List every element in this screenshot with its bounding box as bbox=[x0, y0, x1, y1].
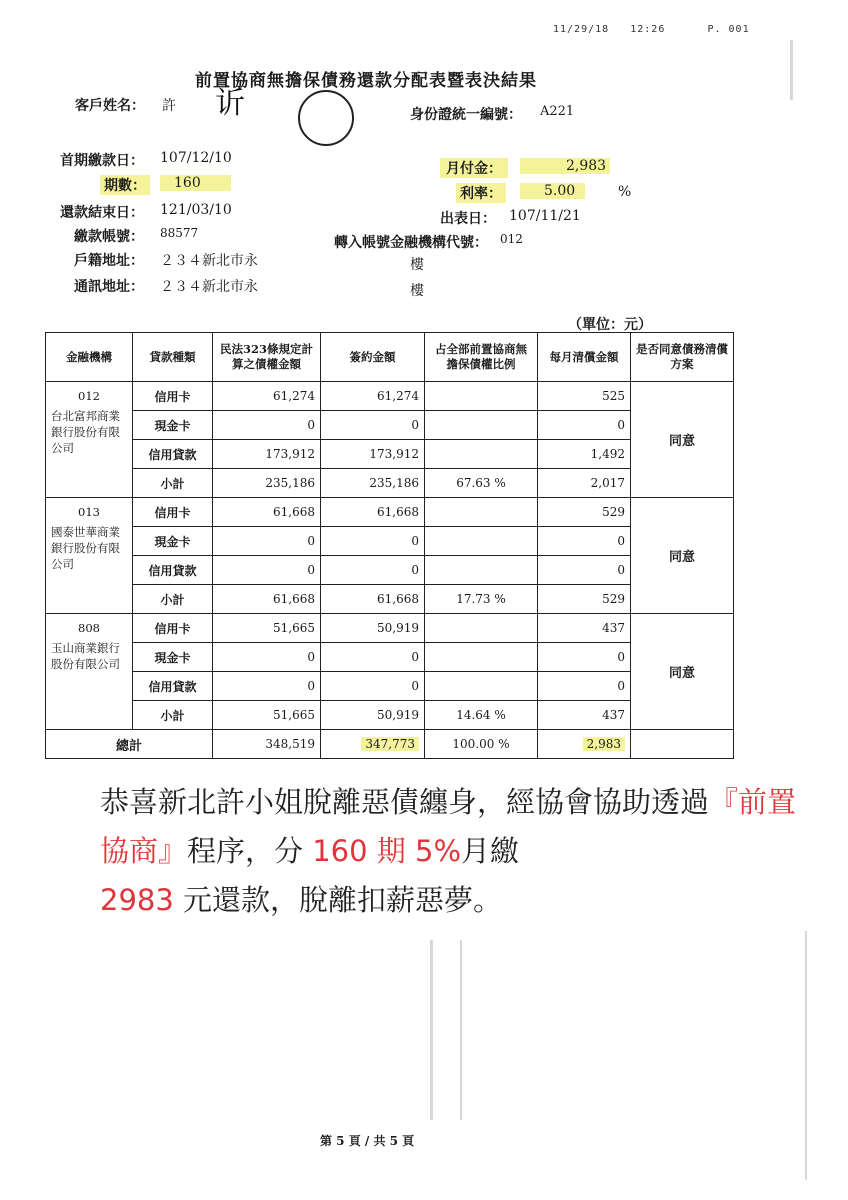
total-label: 總計 bbox=[46, 730, 213, 759]
table-row bbox=[46, 440, 734, 469]
loan-type: 現金卡 bbox=[133, 643, 213, 672]
bank-code: 012 bbox=[78, 389, 100, 403]
caption-part: 恭喜新北許小姐脫離惡債纏身，經協會協助透過 bbox=[100, 785, 710, 819]
scan-noise bbox=[460, 940, 462, 1120]
loan-type: 小計 bbox=[133, 585, 213, 614]
total-agreement-empty bbox=[631, 730, 734, 759]
monthly-amount: 1,492 bbox=[538, 440, 631, 469]
redacted-signature-mark: 䜣 bbox=[215, 86, 245, 121]
registered-address-value: ２３４新北市永 bbox=[160, 253, 258, 269]
payment-account-value: 88577 bbox=[160, 226, 199, 240]
ratio bbox=[425, 643, 538, 672]
ratio bbox=[425, 672, 538, 701]
loan-type: 信用貸款 bbox=[133, 556, 213, 585]
monthly-amount: 525 bbox=[538, 382, 631, 411]
ratio bbox=[425, 614, 538, 643]
payment-account-label: 繳款帳號： bbox=[74, 229, 144, 245]
contract-amount: 235,186 bbox=[321, 469, 425, 498]
interest-rate-value: 5.00 bbox=[520, 183, 585, 199]
issue-date-label: 出表日： bbox=[440, 211, 496, 227]
bank-code: 013 bbox=[78, 505, 100, 519]
first-payment-label: 首期繳款日： bbox=[60, 153, 144, 169]
monthly-payment-label: 月付金： bbox=[440, 158, 508, 178]
table-row bbox=[46, 411, 734, 440]
caption-part: 程序，分 bbox=[187, 834, 313, 868]
table-row-subtotal bbox=[46, 585, 734, 614]
mailing-address-value: ２３４新北市永 bbox=[160, 279, 258, 295]
header-ratio: 占全部前置協商無擔保債權比例 bbox=[425, 333, 538, 382]
header-institution: 金融機構 bbox=[46, 333, 133, 382]
contract-amount: 0 bbox=[321, 672, 425, 701]
installments-value: 160 bbox=[160, 175, 231, 191]
monthly-amount: 529 bbox=[538, 498, 631, 527]
ratio bbox=[425, 498, 538, 527]
monthly-payment-value: 2,983 bbox=[520, 158, 610, 174]
loan-type: 現金卡 bbox=[133, 527, 213, 556]
id-number-label: 身份證統一編號： bbox=[410, 107, 522, 123]
agreement-status: 同意 bbox=[631, 498, 734, 614]
table-row bbox=[46, 382, 734, 411]
total-ratio: 100.00 % bbox=[425, 730, 538, 759]
scan-noise bbox=[790, 40, 793, 100]
contract-amount: 61,274 bbox=[321, 382, 425, 411]
success-caption bbox=[92, 772, 828, 931]
loan-type: 小計 bbox=[133, 469, 213, 498]
header-agreement: 是否同意債務清償方案 bbox=[631, 333, 734, 382]
bank-name: 台北富邦商業銀行股份有限公司 bbox=[51, 409, 120, 455]
loan-type: 信用卡 bbox=[133, 614, 213, 643]
caption-part: 月繳 bbox=[461, 834, 520, 868]
contract-amount: 0 bbox=[321, 527, 425, 556]
ratio: 67.63 % bbox=[425, 469, 538, 498]
table-row bbox=[46, 498, 734, 527]
bank-name: 玉山商業銀行股份有限公司 bbox=[51, 641, 120, 671]
total-contract-amount bbox=[321, 730, 425, 759]
monthly-amount: 0 bbox=[538, 643, 631, 672]
contract-amount: 61,668 bbox=[321, 498, 425, 527]
bank-name: 國泰世華商業銀行股份有限公司 bbox=[51, 525, 120, 571]
claim-amount: 61,274 bbox=[213, 382, 321, 411]
loan-type: 信用卡 bbox=[133, 498, 213, 527]
loan-type: 信用貸款 bbox=[133, 440, 213, 469]
header-claim-amount: 民法323條規定計算之債權金額 bbox=[213, 333, 321, 382]
fax-page: P. 001 bbox=[707, 24, 750, 35]
bank-code-value: 012 bbox=[500, 232, 523, 246]
contract-amount: 173,912 bbox=[321, 440, 425, 469]
bank-code-label: 轉入帳號金融機構代號： bbox=[334, 235, 488, 251]
table-row bbox=[46, 643, 734, 672]
unit-label: （單位：元） bbox=[568, 317, 652, 333]
claim-amount: 0 bbox=[213, 643, 321, 672]
loan-type: 小計 bbox=[133, 701, 213, 730]
issue-date-value: 107/11/21 bbox=[509, 208, 581, 224]
total-monthly-amount bbox=[538, 730, 631, 759]
table-row bbox=[46, 672, 734, 701]
first-payment-value: 107/12/10 bbox=[160, 150, 232, 166]
monthly-amount: 0 bbox=[538, 411, 631, 440]
interest-rate-suffix: % bbox=[618, 184, 632, 200]
repayment-allocation-table bbox=[45, 332, 734, 759]
header-loan-type: 貸款種類 bbox=[133, 333, 213, 382]
claim-amount: 0 bbox=[213, 556, 321, 585]
contract-amount: 50,919 bbox=[321, 701, 425, 730]
total-claim-amount: 348,519 bbox=[213, 730, 321, 759]
contract-amount: 61,668 bbox=[321, 585, 425, 614]
loan-type: 信用卡 bbox=[133, 382, 213, 411]
ratio bbox=[425, 556, 538, 585]
document-title: 前置協商無擔保債務還款分配表暨表決結果 bbox=[195, 71, 537, 91]
claim-amount: 235,186 bbox=[213, 469, 321, 498]
total-contract-value: 347,773 bbox=[361, 737, 419, 751]
contract-amount: 0 bbox=[321, 643, 425, 672]
customer-name-label: 客戶姓名： bbox=[75, 98, 145, 114]
table-row bbox=[46, 614, 734, 643]
interest-rate-label: 利率： bbox=[456, 183, 506, 203]
contract-amount: 50,919 bbox=[321, 614, 425, 643]
scan-noise bbox=[430, 940, 433, 1120]
redaction-stamp bbox=[298, 90, 354, 146]
claim-amount: 51,665 bbox=[213, 701, 321, 730]
table-row bbox=[46, 556, 734, 585]
agreement-status: 同意 bbox=[631, 382, 734, 498]
header-contract-amount: 簽約金額 bbox=[321, 333, 425, 382]
agreement-status: 同意 bbox=[631, 614, 734, 730]
ratio bbox=[425, 382, 538, 411]
table-row-subtotal bbox=[46, 469, 734, 498]
bank-code: 808 bbox=[78, 621, 100, 635]
contract-amount: 0 bbox=[321, 556, 425, 585]
claim-amount: 61,668 bbox=[213, 498, 321, 527]
table-row-total bbox=[46, 730, 734, 759]
caption-part: 元還款，脫離扣薪惡夢。 bbox=[173, 883, 503, 917]
mailing-address-label: 通訊地址： bbox=[74, 279, 144, 295]
claim-amount: 0 bbox=[213, 672, 321, 701]
fax-date: 11/29/18 bbox=[553, 24, 610, 35]
table-row-subtotal bbox=[46, 701, 734, 730]
bank-cell bbox=[46, 382, 133, 498]
mailing-address-floor: 樓 bbox=[410, 283, 424, 299]
id-number-value: A221 bbox=[540, 104, 575, 119]
caption-highlight-terms: 160 期 5% bbox=[312, 834, 462, 868]
ratio bbox=[425, 527, 538, 556]
header-monthly-repayment: 每月清償金額 bbox=[538, 333, 631, 382]
claim-amount: 0 bbox=[213, 411, 321, 440]
monthly-amount: 0 bbox=[538, 672, 631, 701]
bank-cell bbox=[46, 498, 133, 614]
caption-highlight-program: 『前置協商』 bbox=[100, 785, 797, 868]
table-header-row bbox=[46, 333, 734, 382]
fax-time: 12:26 bbox=[630, 24, 666, 35]
ratio: 14.64 % bbox=[425, 701, 538, 730]
monthly-amount: 0 bbox=[538, 556, 631, 585]
monthly-amount: 437 bbox=[538, 701, 631, 730]
registered-address-label: 戶籍地址： bbox=[74, 253, 144, 269]
claim-amount: 0 bbox=[213, 527, 321, 556]
caption-highlight-amount: 2983 bbox=[100, 883, 174, 917]
claim-amount: 51,665 bbox=[213, 614, 321, 643]
registered-address-floor: 樓 bbox=[410, 257, 424, 273]
end-date-value: 121/03/10 bbox=[160, 202, 232, 218]
installments-label: 期數： bbox=[100, 175, 150, 195]
loan-type: 現金卡 bbox=[133, 411, 213, 440]
contract-amount: 0 bbox=[321, 411, 425, 440]
end-date-label: 還款結束日： bbox=[60, 205, 144, 221]
claim-amount: 173,912 bbox=[213, 440, 321, 469]
monthly-amount: 2,017 bbox=[538, 469, 631, 498]
monthly-amount: 437 bbox=[538, 614, 631, 643]
monthly-amount: 529 bbox=[538, 585, 631, 614]
claim-amount: 61,668 bbox=[213, 585, 321, 614]
total-monthly-value: 2,983 bbox=[583, 737, 625, 751]
customer-name-value: 許 bbox=[162, 98, 176, 114]
ratio bbox=[425, 411, 538, 440]
monthly-amount: 0 bbox=[538, 527, 631, 556]
page-footer: 第 5 頁 / 共 5 頁 bbox=[320, 1134, 415, 1148]
table-row bbox=[46, 527, 734, 556]
ratio: 17.73 % bbox=[425, 585, 538, 614]
ratio bbox=[425, 440, 538, 469]
bank-cell bbox=[46, 614, 133, 730]
fax-header bbox=[553, 24, 750, 35]
loan-type: 信用貸款 bbox=[133, 672, 213, 701]
